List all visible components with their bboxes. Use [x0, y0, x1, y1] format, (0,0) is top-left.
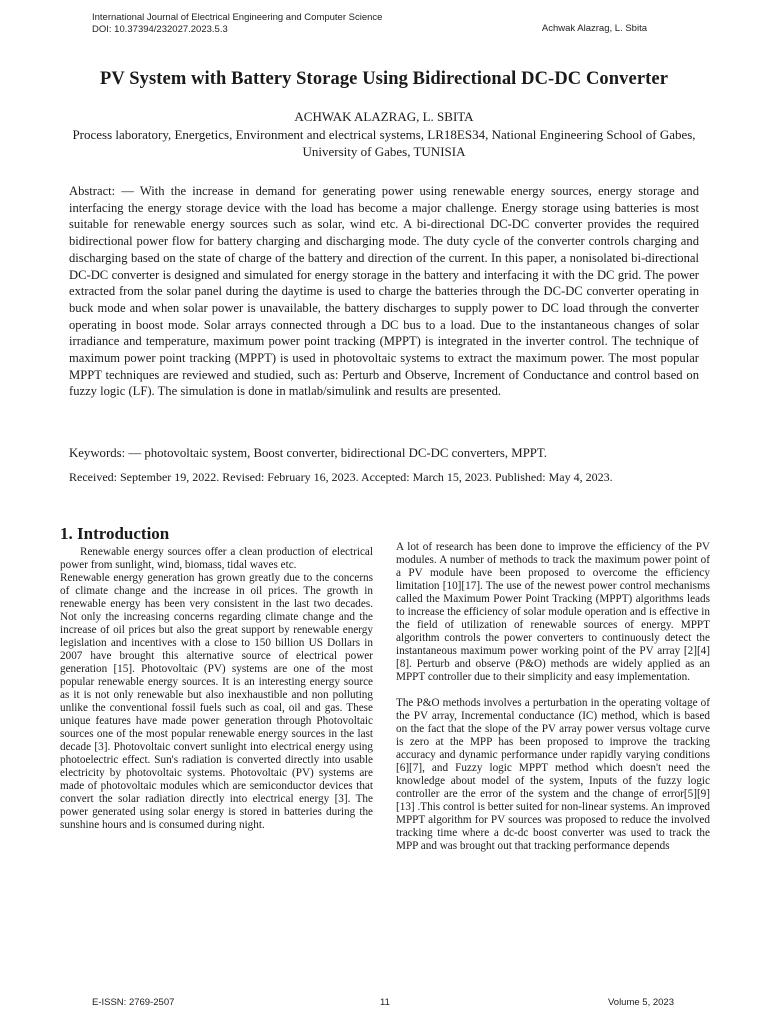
- paragraph: A lot of research has been done to improve the efficiency of the PV modules. A number of methods to track the maximum power point of a PV module have been proposed to overcome the efficiency limitation [10][17]. The use of the newest power control mechanisms called the Maximum Power Point Tracking (MPPT) algorithms leads to increase the efficiency of solar module operation and is effective in the field of utilization of renewable sources of energy. MPPT algorithm controls the power converters to continuously detect the instantaneous maximum power working point of the PV array [2][4][8]. Perturb and observe (P&O) methods are widely applied as an MPPT controller due to their simplicity and easy implementation.: [396, 541, 710, 683]
- left-column: [60, 546, 373, 832]
- footer-eissn: E-ISSN: 2769-2507: [92, 997, 175, 1008]
- paragraph: Renewable energy generation has grown greatly due to the concerns of climate change and the increase in oil prices. The growth in renewable energy has been very consistent in the last two decades. Not only the increasing concerns regarding climate change and the increase of oil prices but also the great support by renewable energy legislation and incentives with a close to 150 billion US Dollars in 2007 have brought this alternative source of electrical power generation [15]. Photovoltaic (PV) systems are one of the most popular renewable energy sources. It is an interesting energy source as it is not only renewable but also inexhaustible and non polluting unlike the conventional fossil fuels such as coal, oil and gas. These unique features have made power generation through Photovoltaic sources one of the most popular renewable energy sources in the last decade [3]. Photovoltaic convert sunlight into electrical energy using photoelectric effect. Sun's radiation is converted directly into usable electricity by photovoltaic systems. Photovoltaic (PV) systems are made of photovoltaic modules which are semiconductor devices that convert the solar radiation directly into electrical energy [3]. The power generated using solar energy is stored in batteries during the sunshine hours and is consumed during night.: [60, 572, 373, 831]
- keywords: Keywords: — photovoltaic system, Boost converter, bidirectional DC-DC converters, MPPT.: [69, 446, 547, 460]
- page-number: 11: [380, 997, 390, 1008]
- paper-title: PV System with Battery Storage Using Bidirectional DC-DC Converter: [99, 69, 669, 90]
- affiliation: Process laboratory, Energetics, Environment and electrical systems, LR18ES34, National Engineering School of Gabes, University of Gabes, TUNISIA: [72, 127, 696, 159]
- footer-volume: Volume 5, 2023: [607, 997, 674, 1008]
- authors: ACHWAK ALAZRAG, L. SBITA: [294, 109, 474, 124]
- journal-name: International Journal of Electrical Engineering and Computer Science: [92, 12, 383, 23]
- paragraph: The P&O methods involves a perturbation in the operating voltage of the PV array, Incremental conductance (IC) method, which is based on the fact that the slope of the PV array power versus voltage curve is zero at the MPP has been proposed to improve the tracking accuracy and dynamic performance under rapidly varying conditions [6][7], and Fuzzy logic MPPT method which doesn't need the knowledge about model of the system, Inputs of the fuzzy logic controller are the error of the system and the change of error[5][9][13] .This control is better suited for non-linear systems. An improved MPPT algorithm for PV sources was proposed to reduce the involved tracking time where a dc-dc boost converter was used to track the MPP and was brought out that tracking performance depends: [396, 697, 710, 852]
- publication-dates: Received: September 19, 2022. Revised: February 16, 2023. Accepted: March 15, 2023. Published: May 4, 2023.: [69, 470, 613, 484]
- right-column: [396, 541, 710, 853]
- running-authors: Achwak Alazrag, L. Sbita: [541, 23, 647, 34]
- paragraph: Renewable energy sources offer a clean production of electrical power from sunlight, wind, biomass, tidal waves etc.: [60, 546, 373, 571]
- abstract: Abstract: — With the increase in demand for generating power using renewable energy sources, energy storage and interfacing the energy storage device with the load has become a major challenge. Energy storage using batteries is most suitable for renewable energy sources such as solar, wind etc. A bi-directional DC-DC converter provides the required bidirectional power flow for battery charging and discharging mode. The duty cycle of the converter controls charging and discharging based on the state of charge of the battery and direction of the current. In this paper, a nonisolated bi-directional DC-DC converter is designed and simulated for energy storage in the battery and interfacing it with the DC grid. The power extracted from the solar panel during the daytime is used to charge the batteries through the DC-DC converter operating in buck mode and when solar power is unavailable, the battery discharges to supply power to DC load through the converter operating in boost mode. Solar arrays connected through a DC bus to a load. Due to the instantaneous changes of solar irradiance and temperature, maximum power point tracking (MPPT) is integrated in the inverter control. The technique of maximum power point tracking (MPPT) is used in photovoltaic systems to extract the maximum power. The most popular MPPT techniques are reviewed and studied, such as: Perturb and Observe, Increment of Conductance and control based on fuzzy logic (LF). The simulation is done in matlab/simulink and results are presented.: [69, 184, 699, 399]
- doi: DOI: 10.37394/232027.2023.5.3: [92, 24, 228, 35]
- section-heading: 1. Introduction: [60, 524, 170, 543]
